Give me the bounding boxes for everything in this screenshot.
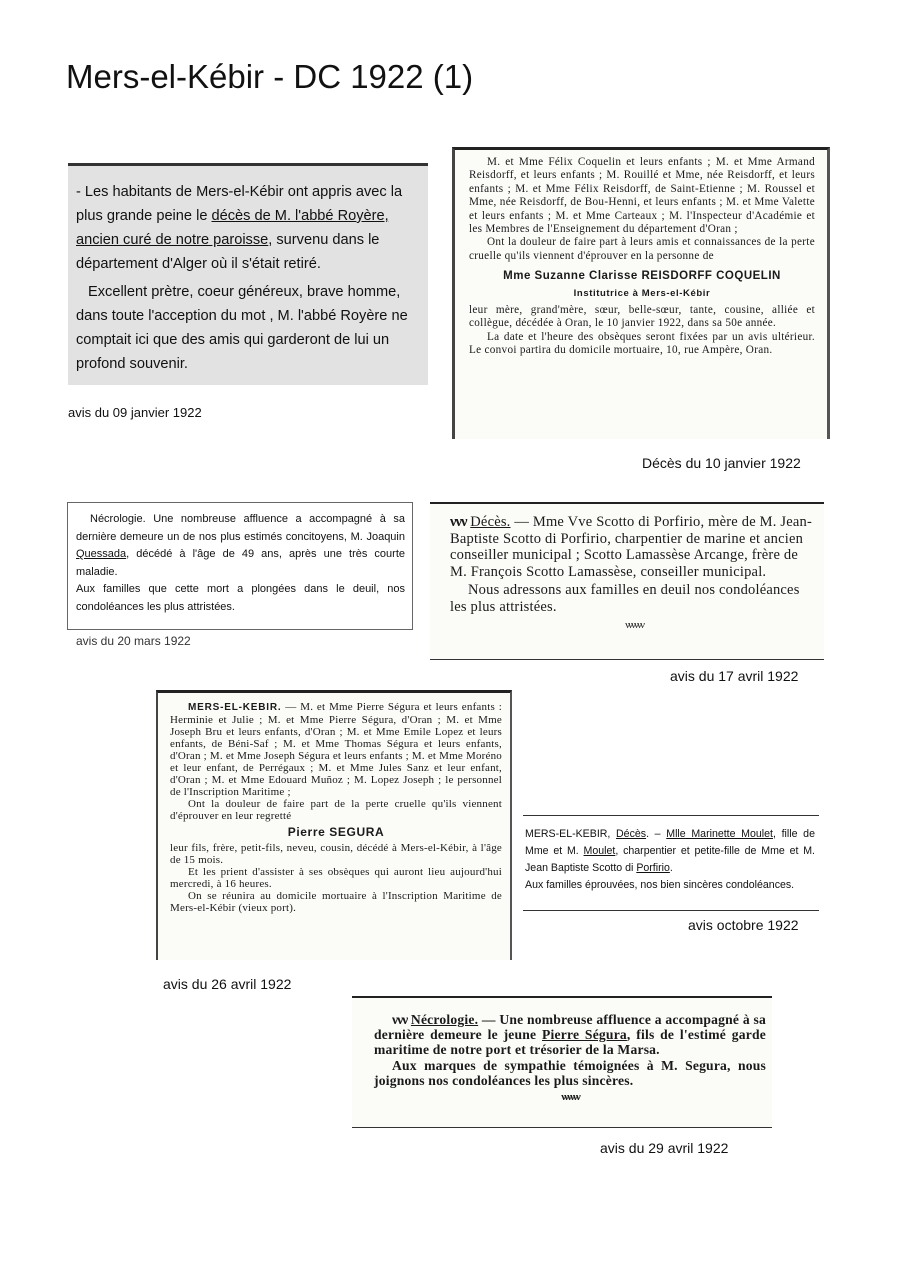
clipping-deceased-name: Pierre SEGURA — [287, 825, 385, 839]
caption-notice3: avis octobre 1922 — [688, 917, 799, 933]
notice-underlined-text: Moulet — [583, 845, 616, 857]
notice-text: , décédé à l'âge de 49 ans, après une très courte maladie. — [76, 548, 405, 578]
clipping-text: , fils de l'estimé garde maritime de notre port et trésorier de la Marsa. — [374, 1027, 766, 1058]
notice-text: , survenu dans le département d'Alger où il s'était retiré. — [76, 232, 380, 272]
notice-paragraph: Excellent prètre, coeur généreux, brave homme, dans toute l'acception du mot , M. l'abbé Royère ne comptait ici que des amis qui garderont de lui un profond souvenir. — [76, 284, 408, 372]
caption-clipping2: avis du 17 avril 1922 — [670, 668, 799, 684]
clipping-body — [450, 514, 818, 580]
notice-underlined-text: Quessada — [76, 548, 127, 560]
clipping-families — [170, 701, 502, 798]
notice-quessada — [67, 502, 413, 630]
clipping-body — [374, 1012, 766, 1058]
clipping-heading: Nécrologie. — [410, 1012, 479, 1027]
clipping-funeral: La date et l'heure des obsèques seront fixées par un avis ultérieur. Le convoi partira du domicile mortuaire, 10, rue Ampère, Oran. — [469, 330, 815, 357]
clipping-announce: Ont la douleur de faire part de la perte cruelle qu'ils viennent d'éprouver en leur regretté — [170, 798, 502, 822]
notice-text: MERS-EL-KEBIR, — [525, 828, 617, 840]
clipping-details: leur fils, frère, petit-fils, neveu, cousin, décédé à Mers-el-Kébir, à l'âge de 15 mois. — [170, 842, 502, 866]
notice-underlined-text: décès de M. l'abbé Royère, ancien curé de notre paroisse — [76, 208, 389, 248]
notice-paragraph: Aux familles éprouvées, nos bien sincères condoléances. — [525, 879, 795, 891]
notice-paragraph — [525, 826, 815, 877]
caption-clipping4: avis du 29 avril 1922 — [600, 1140, 729, 1156]
clipping-families: M. et Mme Félix Coquelin et leurs enfants ; M. et Mme Armand Reisdorff, et leurs enfants ; M. Rouillé et Mme, née Reisdorff, et leurs enfants ; M. et Mme Félix Reisdorff, de Saint-Etienne ; M. Roussel et Mme, née Reisdorff, de Bou-Henni, et leurs enfants ; M. et Mme Valette et leurs enfants ; M. et Mme Carteaux ; M. l'Inspecteur d'Académie et les Membres de l'Enseignement du département d'Oran ; — [469, 156, 815, 236]
clipping-scotto-porfirio — [430, 502, 824, 660]
notice-underlined-text: Mlle Marinette Moulet — [666, 828, 773, 840]
clipping-heading: MERS-EL-KEBIR. — [188, 702, 282, 713]
clipping-meeting: On se réunira au domicile mortuaire à l'Inscription Maritime de Mers-el-Kébir (vieux port). — [170, 890, 502, 914]
notice-text: Nécrologie. Une nombreuse affluence a accompagné à sa dernière demeure un de nos plus estimés concitoyens, M. Joaquin — [76, 513, 405, 543]
clipping-details: leur mère, grand'mère, sœur, belle-sœur, tante, cousine, alliée et collègue, décédée à Oran, le 10 janvier 1922, dans sa 50e année. — [469, 304, 815, 330]
notice-moulet — [523, 815, 819, 911]
clipping-reisdorff-coquelin — [452, 147, 830, 439]
clipping-closing: Aux marques de sympathie témoignées à M. Segura, nous joignons nos condoléances les plus sincères. — [374, 1057, 766, 1088]
ornament-icon: ννν — [392, 1012, 408, 1027]
notice-underlined-text: Décès — [616, 828, 647, 840]
notice-text: , charpentier et petite-fille de Mme et M. Jean Baptiste Scotto di — [525, 845, 815, 874]
clipping-subtitle: Institutrice à Mers-el-Kébir — [573, 287, 711, 299]
clipping-text: — Une nombreuse affluence a accompagné à sa dernière demeure le jeune — [374, 1012, 766, 1043]
caption-clipping1: Décès du 10 janvier 1922 — [642, 455, 801, 471]
notice-paragraph — [76, 180, 420, 276]
notice-paragraph — [76, 511, 405, 581]
ornament-icon: ννν — [450, 514, 467, 530]
wave-ornament-icon: νννννν — [625, 619, 643, 631]
notice-underlined-text: Porfirio — [636, 862, 670, 874]
clipping-heading: Décès. — [470, 514, 511, 530]
notice-text: . — [669, 862, 673, 874]
clipping-text: — M. et Mme Pierre Ségura et leurs enfants : Herminie et Julie ; M. et Mme Pierre Ségura, d'Oran ; M. et Mme Joseph Bru et leurs enfants, d'Oran ; M. et Mme Emile Lopez et leurs enfants, de Béni-Saf ; M. et Mme Thomas Ségura et leurs enfants, d'Oran ; M. et Mme Joseph Ségura et leurs enfants ; M. et Mme Moréno et leur enfant, de Perrégaux ; M. et Mme Jules Sanz et leur enfant, d'Oran ; M. et Mme Edouard Muñoz ; M. Lopez Joseph ; le personnel de l'Inscription Maritime ; — [170, 701, 502, 798]
clipping-announce: Ont la douleur de faire part à leurs amis et connaissances de la perte cruelle qu'ils viennent d'éprouver en la personne de — [469, 236, 815, 262]
notice-abbe-royere — [68, 163, 428, 385]
caption-clipping3: avis du 26 avril 1922 — [163, 976, 292, 992]
caption-notice2: avis du 20 mars 1922 — [76, 634, 191, 648]
notice-text: - Les habitants de Mers-el-Kébir ont appris avec la plus grande peine le — [76, 184, 403, 224]
notice-text: . – — [646, 828, 667, 840]
notice-paragraph: Aux familles que cette mort a plongées dans le deuil, nos condoléances les plus attristées. — [76, 583, 405, 613]
page-title: Mers-el-Kébir - DC 1922 (1) — [66, 58, 474, 95]
clipping-deceased-name: Mme Suzanne Clarisse REISDORFF COQUELIN — [503, 270, 781, 283]
clipping-text: — Mme Vve Scotto di Porfirio, mère de M. Jean-Baptiste Scotto di Porfirio, charpentier de marine et ancien conseiller municipal ; Scotto Lamassèse Arcange, frère de M. François Scotto Lamassèse, conseiller municipal. — [450, 514, 813, 580]
clipping-closing: Nous adressons aux familles en deuil nos condoléances les plus attristées. — [450, 582, 800, 615]
wave-ornament-icon: νννννν — [561, 1091, 579, 1104]
clipping-funeral: Et les prient d'assister à ses obsèques qui auront lieu aujourd'hui mercredi, à 16 heures. — [170, 866, 502, 890]
caption-notice1: avis du 09 janvier 1922 — [68, 405, 202, 420]
clipping-necrologie-segura — [352, 996, 772, 1128]
notice-text: , fille de Mme et M. — [525, 828, 815, 857]
clipping-name: Pierre Ségura — [542, 1027, 627, 1043]
clipping-segura — [156, 690, 512, 960]
